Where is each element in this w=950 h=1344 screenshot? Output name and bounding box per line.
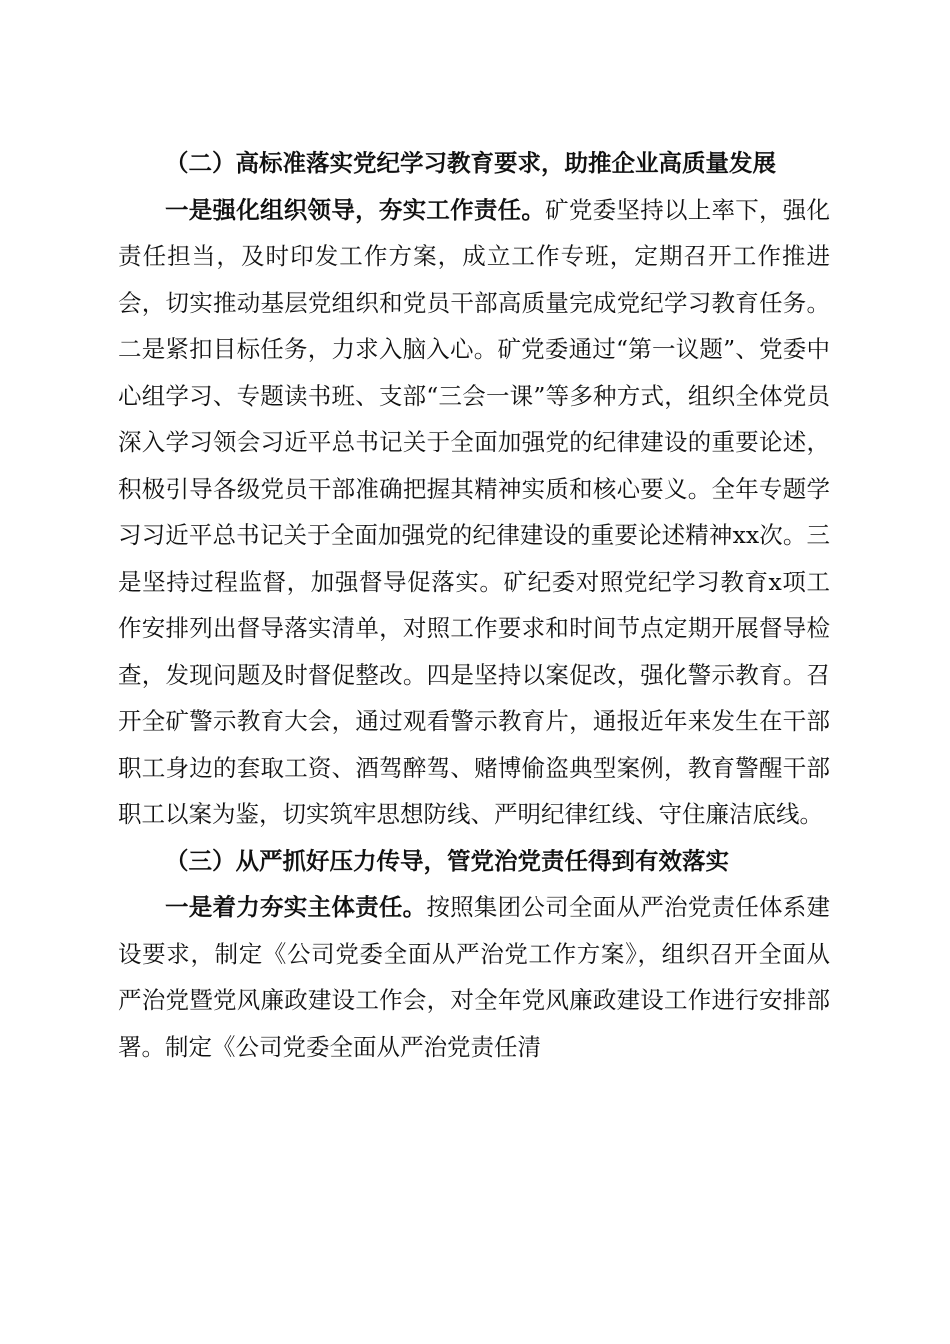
- section-2-body-text: 矿党委坚持以上率下，强化责任担当，及时印发工作方案，成立工作专班，定期召开工作推进会，切实推动基层党组织和党员干部高质量完成党纪学习教育任务。二是紧扣目标任务，力求入脑入心。矿党委通过“第一议题”、党委中心组学习、专题读书班、支部“三会一课”等多种方式，组织全体党员深入学习领会习近平总书记关于全面加强党的纪律建设的重要论述，积极引导各级党员干部准确把握其精神实质和核心要义。全年专题学习习近平总书记关于全面加强党的纪律建设的重要论述精神xx次。三是坚持过程监督，加强督导促落实。矿纪委对照党纪学习教育x项工作安排列出督导落实清单，对照工作要求和时间节点定期开展督导检查，发现问题及时督促整改。四是坚持以案促改，强化警示教育。召开全矿警示教育大会，通过观看警示教育片，通报近年来发生在干部职工身边的套取工资、酒驾醉驾、赌博偷盗典型案例，教育警醒干部职工以案为鉴，切实筑牢思想防线、严明纪律红线、守住廉洁底线。: [118, 195, 831, 828]
- section-2-paragraph: [118, 187, 830, 838]
- section-3-heading: （三）从严抓好压力传导，管党治党责任得到有效落实: [165, 846, 729, 875]
- document-body: [118, 140, 830, 1070]
- section-3-body-text: 按照集团公司全面从严治党责任体系建设要求，制定《公司党委全面从严治党工作方案》，组织召开全面从严治党暨党风廉政建设工作会，对全年党风廉政建设工作进行安排部署。制定《公司党委全面从严治党责任清: [118, 893, 831, 1061]
- section-2-lead-sentence: 一是强化组织领导，夯实工作责任。: [165, 195, 546, 224]
- section-3-paragraph: [118, 884, 830, 1070]
- section-3-lead-sentence: 一是着力夯实主体责任。: [165, 893, 427, 921]
- section-2-heading: （二）高标准落实党纪学习教育要求，助推企业高质量发展: [165, 149, 776, 177]
